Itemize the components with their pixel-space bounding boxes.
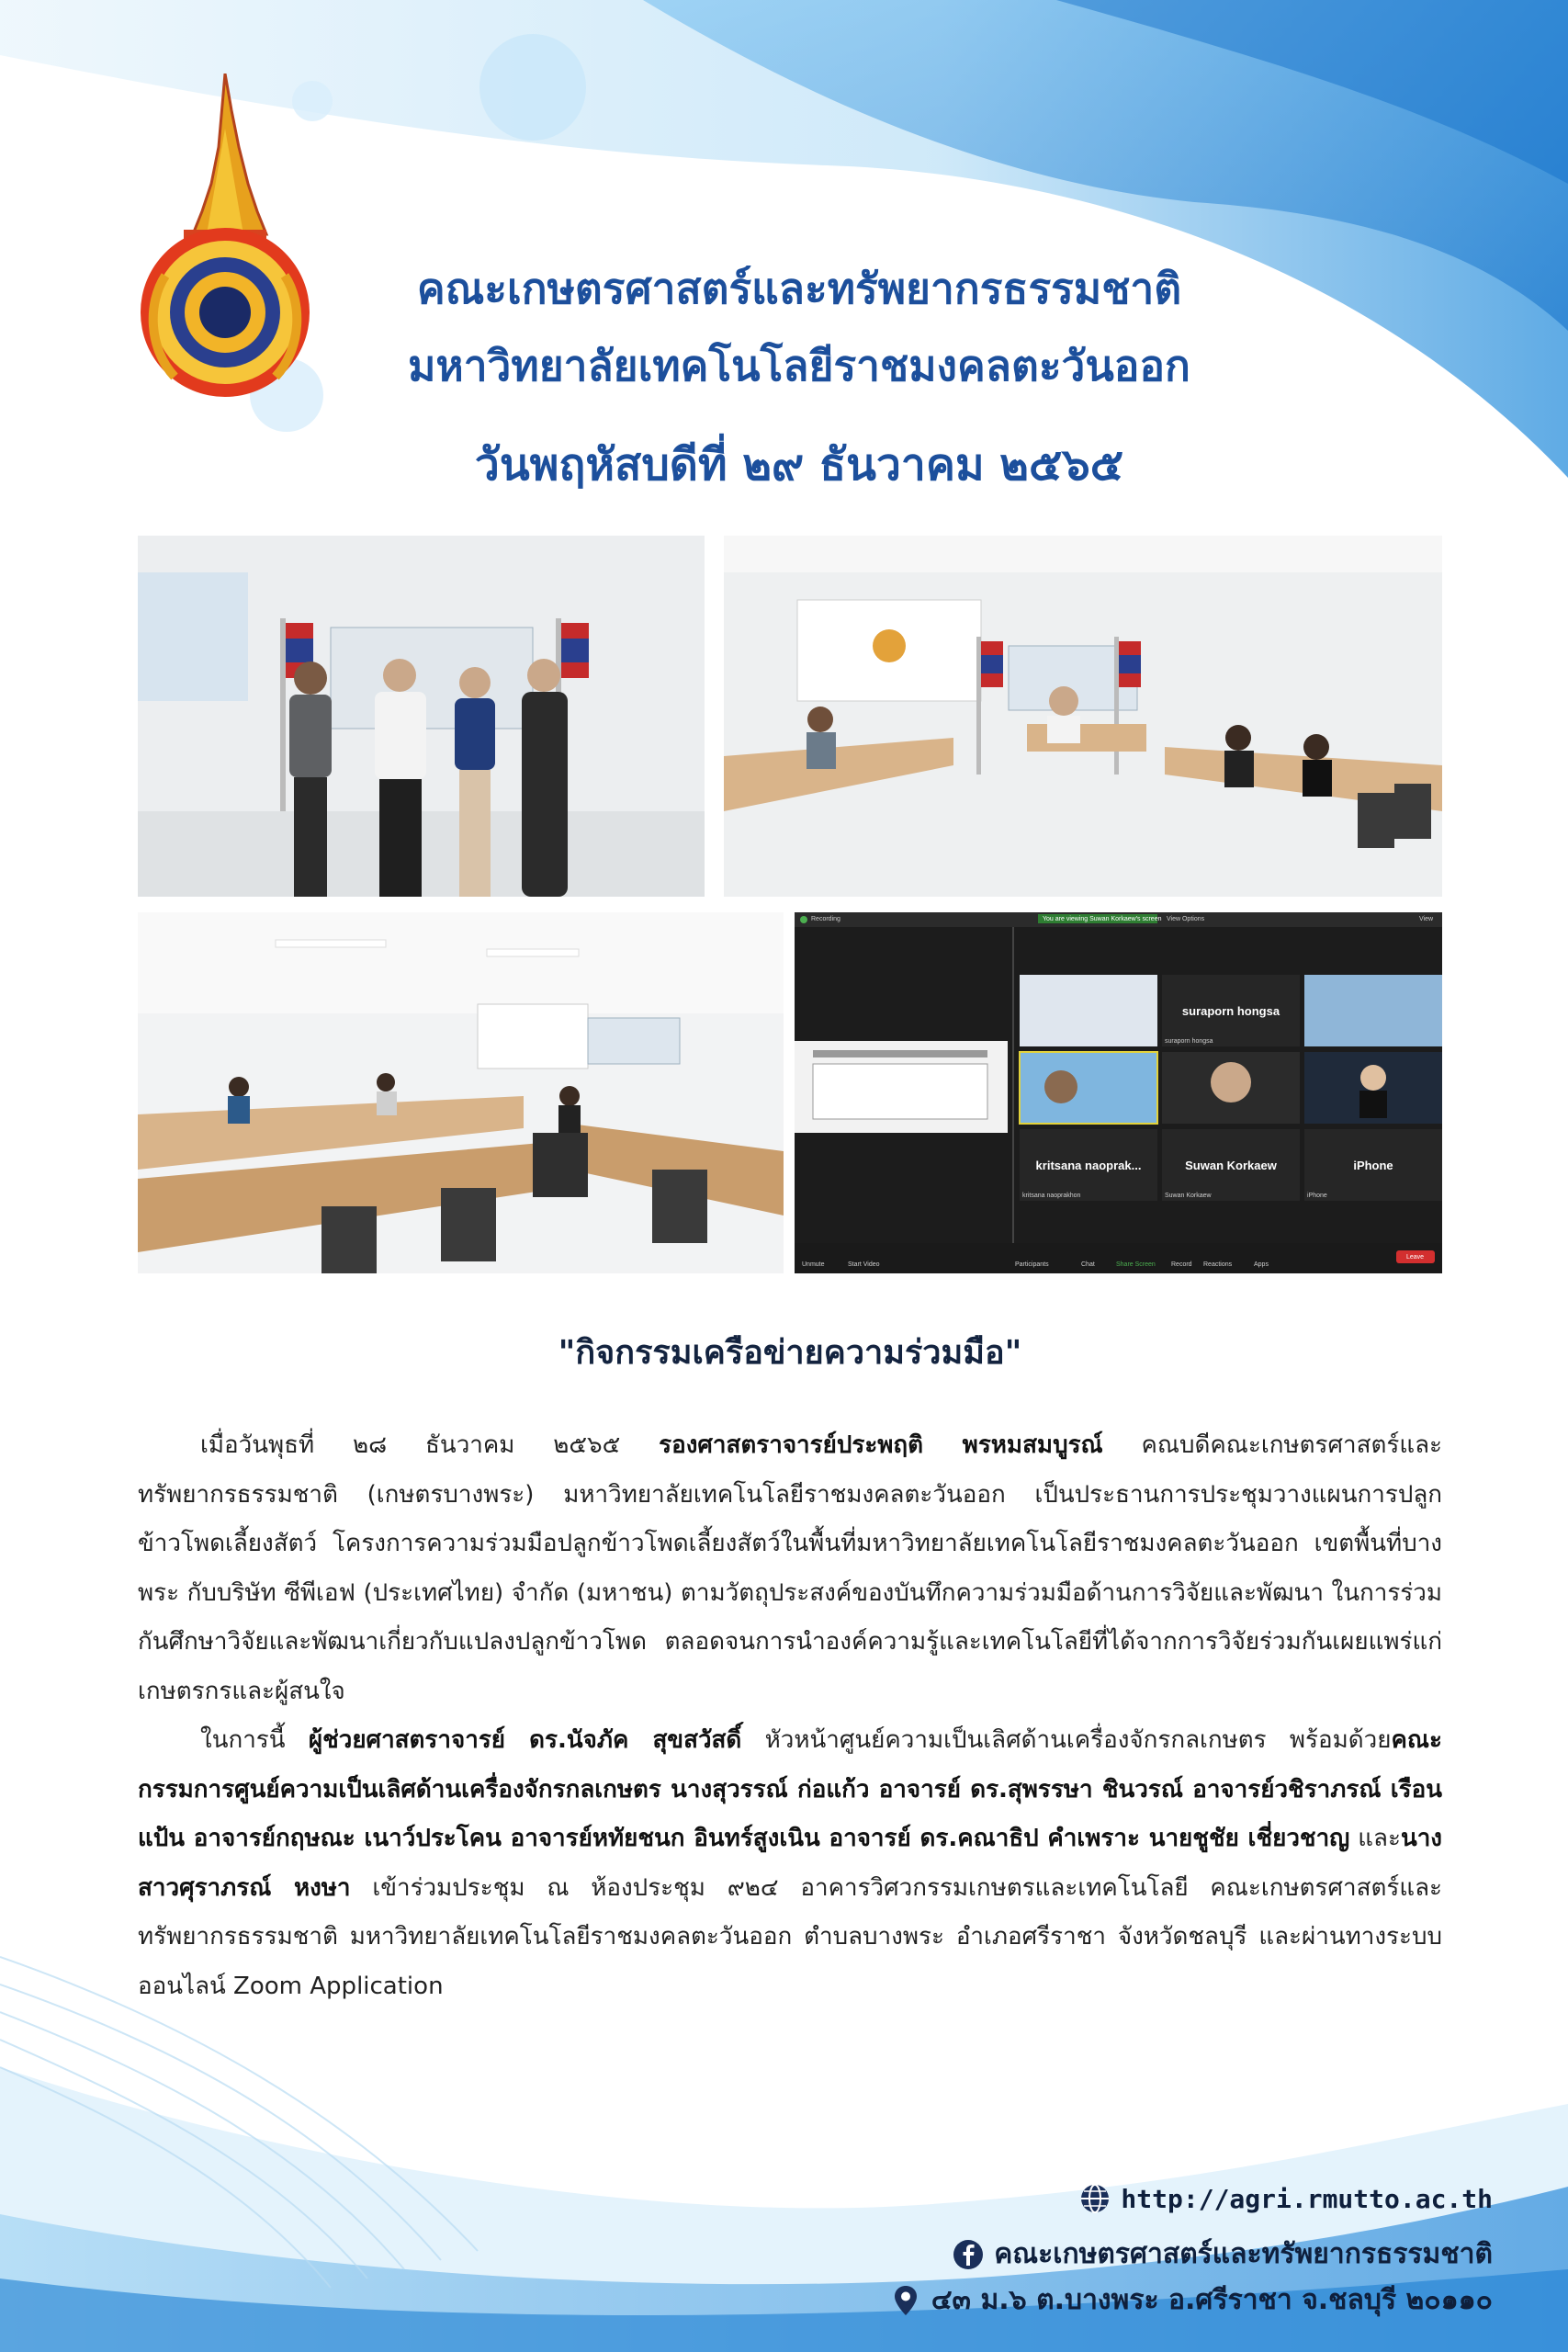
zoom-toolbar-unmute: Unmute <box>802 1261 825 1268</box>
article-paragraph-1 <box>138 1421 1442 1716</box>
zoom-toolbar-apps: Apps <box>1254 1261 1269 1268</box>
university-logo <box>129 74 321 404</box>
p1-text: คณบดีคณะเกษตรศาสตร์และทรัพยากรธรรมชาติ (เกษตรบางพระ) มหาวิทยาลัยเทคโนโลยีราชมงคลตะวันออก เป็นประธานการประชุมวางแผนการปลูกข้าวโพดเลี้ยงสัตว์ โครงการความร่วมมือปลูกข้าวโพดเลี้ยงสัตว์ในพื้นที่มหาวิทยาลัยเทคโนโลยีราชมงคลตะวันออก เขตพื้นที่บางพระ กับบริษัท ซีพีเอฟ (ประเทศไทย) จำกัด (มหาชน) ตามวัตถุประสงค์ของบันทึกความร่วมมือด้านการวิจัยและพัฒนา ในการร่วมกันศึกษาวิจัยและพัฒนาเกี่ยวกับแปลงปลูกข้าวโพด ตลอดจนการนำองค์ความรู้และเทคโนโลยีที่ได้จากการวิจัยร่วมกันเผยแพร่แก่เกษตรกรและผู้สนใจ <box>138 1431 1442 1705</box>
article-paragraph-2 <box>138 1716 1442 2011</box>
location-pin-icon <box>889 2284 922 2317</box>
zoom-view-options: View Options <box>1167 916 1205 922</box>
zoom-tile-caption: kritsana naoprakhon <box>1022 1193 1081 1199</box>
zoom-toolbar-reactions: Reactions <box>1203 1261 1233 1268</box>
committee-names: คณะกรรมการศูนย์ความเป็นเลิศด้านเครื่องจักรกลเกษตร นางสุวรรณ์ ก่อแก้ว อาจารย์ ดร.สุพรรษา ชินวรณ์ อาจารย์วชิราภรณ์ เรือนแป้น อาจารย์กฤษณะ เนาว์ประโคน อาจารย์หทัยชนก อินทร์สูงเนิน อาจารย์ ดร.คณาธิป คำเพราะ นายชูชัย เชี่ยวชาญ <box>138 1726 1442 1852</box>
faculty-title: คณะเกษตรศาสตร์และทรัพยากรธรรมชาติ <box>416 264 1182 313</box>
zoom-toolbar-participants: Participants <box>1015 1261 1049 1268</box>
zoom-tile-name: suraporn hongsa <box>1181 1004 1280 1018</box>
address-text: ๔๓ ม.๖ ต.บางพระ อ.ศรีราชา จ.ชลบุรี ๒๐๑๑๐ <box>931 2284 1493 2316</box>
facebook-icon <box>952 2238 985 2271</box>
article-body <box>138 1421 1442 2011</box>
p2-text: และ <box>1349 1825 1401 1852</box>
zoom-toolbar-record: Record <box>1171 1261 1192 1268</box>
zoom-leave-button: Leave <box>1406 1254 1425 1261</box>
zoom-toolbar-video: Start Video <box>848 1261 880 1268</box>
zoom-share-banner: You are viewing Suwan Korkaew's screen <box>1043 916 1162 922</box>
p2-text: ในการนี้ <box>200 1726 309 1754</box>
zoom-tile-name: iPhone <box>1353 1159 1393 1172</box>
zoom-tile-name: Suwan Korkaew <box>1185 1159 1277 1172</box>
zoom-tile-caption: Suwan Korkaew <box>1165 1193 1212 1199</box>
p1-text: เมื่อวันพุธที่ ๒๘ ธันวาคม ๒๕๖๕ <box>200 1431 660 1459</box>
event-date: วันพฤหัสบดีที่ ๒๙ ธันวาคม ๒๕๖๕ <box>474 439 1124 491</box>
globe-icon <box>1078 2182 1111 2215</box>
meeting-photo-2 <box>138 912 784 1273</box>
participant-name: นางสาวศุราภรณ์ หงษา <box>138 1825 1443 1902</box>
university-title: มหาวิทยาลัยเทคโนโลยีราชมงคลตะวันออก <box>408 341 1190 390</box>
zoom-recording-label: Recording <box>811 916 840 922</box>
zoom-tile-name: kritsana naoprak... <box>1035 1159 1142 1172</box>
article-heading: "กิจกรรมเครือข่ายความร่วมมือ" <box>558 1334 1022 1372</box>
zoom-toolbar-chat: Chat <box>1081 1261 1095 1268</box>
group-photo <box>138 536 705 897</box>
facebook-page-name[interactable]: คณะเกษตรศาสตร์และทรัพยากรธรรมชาติ <box>994 2238 1493 2270</box>
p2-text: เข้าร่วมประชุม ณ ห้องประชุม ๙๒๔ อาคารวิศวกรรมเกษตรและเทคโนโลยี คณะเกษตรศาสตร์และทรัพยากรธรรมชาติ มหาวิทยาลัยเทคโนโลยีราชมงคลตะวันออก ตำบลบางพระ อำเภอศรีราชา จังหวัดชลบุรี และผ่านทางระบบออนไลน์ Zoom Application <box>138 1873 1442 2000</box>
zoom-view-button: View <box>1419 916 1434 922</box>
website-url[interactable]: http://agri.rmutto.ac.th <box>1121 2183 1493 2214</box>
footer-facebook[interactable] <box>952 2233 1493 2276</box>
zoom-meeting-screenshot <box>795 912 1442 1273</box>
dean-name: รองศาสตราจารย์ประพฤติ พรหมสมบูรณ์ <box>659 1431 1103 1459</box>
zoom-tile-caption: suraporn hongsa <box>1165 1038 1213 1045</box>
center-head-name: ผู้ช่วยศาสตราจารย์ ดร.นัจภัค สุขสวัสดิ์ <box>308 1726 742 1754</box>
meeting-photo-1 <box>724 536 1442 897</box>
footer-address <box>889 2278 1493 2322</box>
footer-website[interactable] <box>1078 2182 1493 2215</box>
zoom-toolbar-share: Share Screen <box>1116 1261 1156 1268</box>
p2-text: หัวหน้าศูนย์ความเป็นเลิศด้านเครื่องจักรกลเกษตร พร้อมด้วย <box>741 1726 1392 1754</box>
zoom-tile-caption: iPhone <box>1307 1193 1327 1199</box>
